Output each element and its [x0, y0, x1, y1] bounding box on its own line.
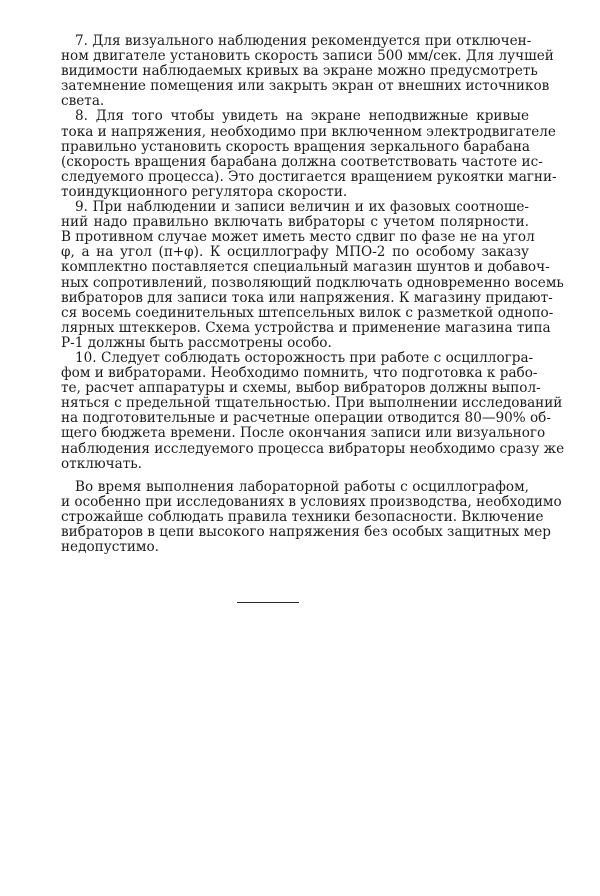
text-line: отключать.: [61, 455, 143, 472]
text-line: вибраторов в цепи высокого напряжения без особых защитных мер: [61, 524, 551, 540]
text-line: 8. Для того чтобы увидеть на экране неподвижные кривые: [75, 108, 529, 125]
text-line: комплектно поставляется специальный магазин шунтов и добавоч-: [61, 259, 550, 276]
end-rule-divider: [237, 602, 299, 603]
text-line: и особенно при исследованиях в условиях производства, необходимо: [61, 493, 562, 510]
text-line: 9. При наблюдении и записи величин и их фазовых соотноше-: [75, 199, 529, 216]
text-line: лярных штеккеров. Схема устройства и применение магазина типа: [61, 319, 551, 336]
text-line: ных сопротивлений, позволяющий подключать одновременно восемь: [61, 274, 564, 291]
text-line: В противном случае может иметь место сдвиг по фазе не на угол: [61, 229, 535, 246]
text-line: на подготовительные и расчетные операции отводится 80—90% об-: [61, 410, 551, 427]
text-line: ний надо правильно включать вибраторы с учетом полярности.: [61, 214, 529, 231]
safety-paragraph: [61, 478, 562, 556]
text-line: ном двигателе установить скорость записи 500 мм/сек. Для лучшей: [61, 48, 554, 65]
text-line: фом и вибраторами. Необходимо помнить, что подготовка к рабо-: [61, 365, 538, 382]
paragraph-8: [61, 108, 557, 200]
text-line: Р-1 должны быть рассмотрены особо.: [61, 334, 332, 351]
text-line: щего бюджета времени. После окончания записи или визуального: [61, 425, 546, 442]
paragraph-9: [61, 199, 564, 351]
text-line: затемнение помещения или закрыть экран от внешних источников: [61, 78, 550, 95]
text-line: правильно установить скорость вращения зеркального барабана: [61, 138, 531, 155]
text-line: 7. Для визуального наблюдения рекомендуется при отключен-: [75, 33, 532, 49]
text-line: тоиндукционного регулятора скорости.: [61, 183, 348, 200]
text-line: следуемого процесса). Это достигается вращением рукоятки магни-: [61, 168, 557, 185]
paragraph-7: [61, 33, 554, 110]
text-line: те, расчет аппаратуры и схемы, выбор вибраторов должны выпол-: [61, 380, 541, 397]
text-line: φ, а на угол (π+φ). К осциллографу МПО-2 по особому заказу: [61, 244, 529, 261]
paragraph-10: [61, 349, 565, 472]
text-line: ся восемь соединительных штепсельных вилок с разметкой однопо-: [61, 304, 554, 321]
text-line: видимости наблюдаемых кривых ва экране можно предусмотреть: [61, 63, 538, 80]
text-line: Во время выполнения лабораторной работы с осциллографом,: [75, 478, 529, 495]
text-line: строжайше соблюдать правила техники безопасности. Включение: [61, 508, 544, 525]
document-page: [61, 33, 565, 556]
text-line: (скорость вращения барабана должна соответствовать частоте ис-: [61, 153, 543, 170]
text-line: тока и напряжения, необходимо при включенном электродвигателе: [61, 123, 556, 140]
text-line: няться с предельной тщательностью. При выполнении исследований: [61, 395, 563, 412]
text-line: наблюдения исследуемого процесса вибраторы необходимо сразу же: [61, 440, 565, 457]
text-line: света.: [61, 93, 105, 110]
text-line: 10. Следует соблюдать осторожность при работе с осциллогра-: [75, 349, 534, 366]
text-line: вибраторов для записи тока или напряжения. К магазину придают-: [61, 289, 553, 306]
text-line: недопустимо.: [61, 539, 159, 556]
